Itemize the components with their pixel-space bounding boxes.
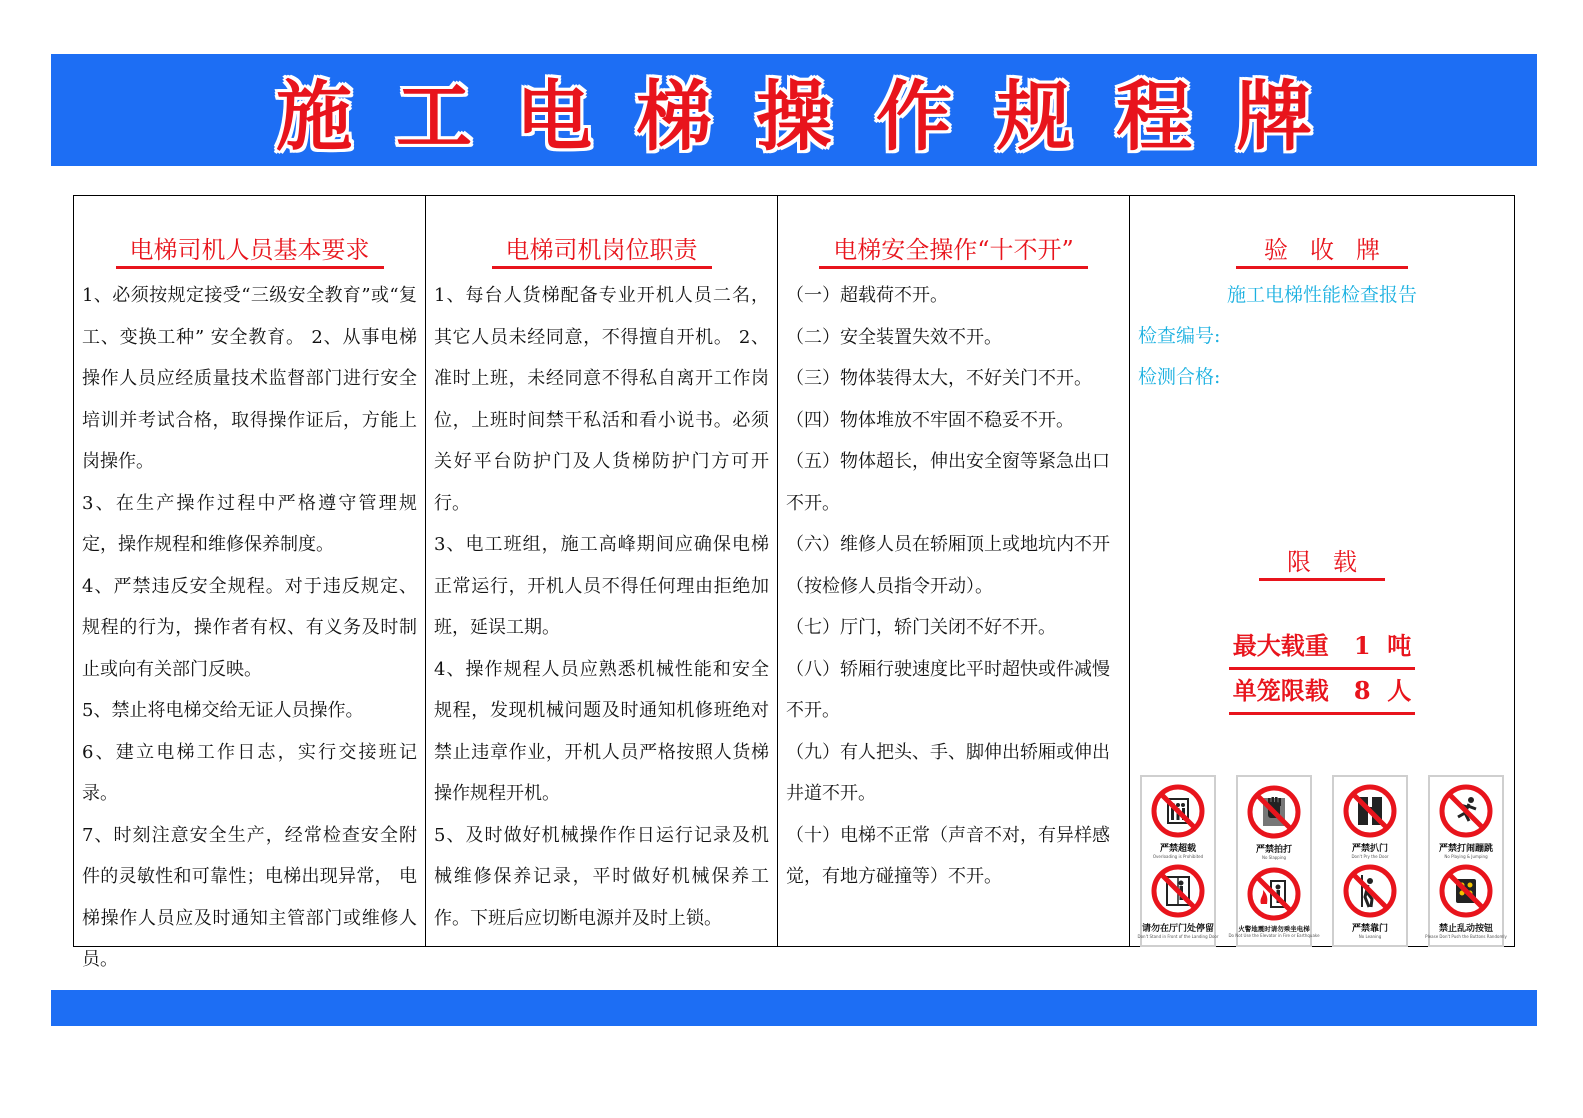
sign-card: [1137, 775, 1219, 947]
sign: [1342, 863, 1398, 939]
rule-line: （按检修人员指令开动）。: [786, 575, 993, 597]
column-body: [82, 275, 417, 981]
cage-limit: 单笼限载 8 人: [1229, 670, 1415, 715]
paragraph: 3、在生产操作过程中严格遵守管理规定，操作规程和维修保养制度。: [82, 492, 417, 555]
sign: [1342, 783, 1398, 859]
overload-icon: [1150, 783, 1206, 839]
load-limit-values: [1138, 625, 1506, 715]
sign-label: 请勿在厅门处停留: [1142, 924, 1215, 934]
rule-line: （四）物体堆放不牢固不稳妥不开。: [786, 409, 1074, 431]
sign-sublabel: Don't Stand in Front of the Landing Door: [1137, 934, 1219, 939]
fire-quake-icon: [1246, 866, 1302, 922]
lean-door-icon: [1342, 863, 1398, 919]
sign: [1138, 863, 1219, 939]
sign-label: 严禁靠门: [1351, 924, 1388, 934]
acceptance-heading: 验收牌: [1236, 234, 1408, 269]
column-acceptance: [1130, 196, 1514, 946]
inspection-number-label: 检查编号:: [1138, 325, 1221, 347]
sign-label: 严禁拍打: [1255, 845, 1292, 855]
sign-card: [1228, 775, 1320, 947]
regulation-board: [73, 195, 1515, 970]
paragraph: 1、必须按规定接受“三级安全教育”或“复工、变换工种” 安全教育。 2、从事电梯操作人员应经质量技术监督部门进行安全培训并考试合格，取得操作证后，方能上岗操作。: [82, 285, 417, 472]
column-body: [786, 275, 1121, 898]
paragraph: 6、建立电梯工作日志，实行交接班记录。: [82, 741, 417, 804]
sign-sublabel: No Playing & Jumping: [1444, 854, 1488, 859]
sign-sublabel: Don't Pry the Door: [1351, 854, 1389, 859]
rule-line: （八）轿厢行驶速度比平时超快或件减慢: [786, 658, 1110, 680]
rule-line: （一）超载荷不开。: [786, 285, 948, 306]
rule-line: （六）维修人员在轿厢顶上或地坑内不开: [786, 534, 1110, 555]
jumping-icon: [1438, 783, 1494, 839]
page-title: 施工电梯操作规程牌: [276, 71, 1356, 161]
sign: [1438, 783, 1494, 859]
sign-label: 火警地震时请勿乘坐电梯: [1238, 925, 1310, 933]
column-ten-no-operate: [778, 196, 1130, 946]
sign: [1228, 866, 1319, 938]
paragraph: 5、及时做好机械操作作日运行记录及机械维修保养记录，平时做好机械保养工作。下班后应切断电源并及时上锁。: [434, 824, 769, 929]
pry-door-icon: [1342, 783, 1398, 839]
rule-line: 不开。: [786, 492, 840, 514]
paragraph: 3、电工班组，施工高峰期间应确保电梯正常运行，开机人员不得任何理由拒绝加班，延误工期。: [434, 534, 769, 638]
slap-hand-icon: [1246, 784, 1302, 840]
column-driver-requirements: [74, 196, 426, 970]
sign: [1425, 863, 1507, 939]
column-heading: 电梯安全操作“十不开”: [819, 234, 1088, 269]
rule-line: （七）厅门，轿门关闭不好不开。: [786, 617, 1056, 638]
sign-label: 严禁超载: [1159, 844, 1196, 854]
paragraph: 4、严禁违反安全规程。对于违反规定、规程的行为，操作者有权、有义务及时制止或向有关部门反映。: [82, 575, 417, 680]
sign-sublabel: Please Don't Push the Buttons Randomly: [1425, 934, 1507, 939]
column-driver-duties: [426, 196, 778, 946]
rule-line: 不开。: [786, 700, 840, 721]
column-body: [434, 275, 769, 939]
load-limit-heading: 限载: [1259, 546, 1385, 581]
sign: [1150, 783, 1206, 859]
column-heading: 电梯司机人员基本要求: [116, 234, 384, 269]
rule-line: 觉，有地方碰撞等）不开。: [786, 866, 1002, 887]
sign-label: 严禁打闹蹦跳: [1438, 844, 1493, 854]
rule-line: 井道不开。: [786, 783, 876, 804]
report-title: 施工电梯性能检查报告: [1226, 284, 1417, 306]
sign-label: 禁止乱动按钮: [1438, 924, 1493, 934]
max-load: 最大载重 1 吨: [1229, 625, 1415, 670]
rule-line: （五）物体超长，伸出安全窗等紧急出口: [786, 451, 1110, 472]
sign-sublabel: No Slapping: [1261, 855, 1287, 860]
paragraph: 4、操作规程人员应熟悉机械性能和安全规程，发现机械问题及时通知机修班绝对禁止违章作业，开机人员严格按照人货梯操作规程开机。: [434, 658, 769, 804]
sign-label: 严禁扒门: [1351, 844, 1388, 854]
sign-card: [1425, 775, 1507, 947]
bottom-banner: [51, 990, 1537, 1026]
stand-door-icon: [1150, 863, 1206, 919]
paragraph: 5、禁止将电梯交给无证人员操作。: [82, 700, 364, 721]
rule-line: （三）物体装得太大，不好关门不开。: [786, 368, 1092, 389]
sign-sublabel: Do Not Use the Elevator in Fire or Earthquake: [1228, 933, 1320, 938]
sign-card: [1332, 775, 1408, 947]
sign-sublabel: No Leaning: [1358, 934, 1382, 939]
warning-signs: [1138, 775, 1506, 947]
column-heading: 电梯司机岗位职责: [492, 234, 712, 269]
title-banner: [51, 54, 1537, 166]
paragraph: 1、每台人货梯配备专业开机人员二名，其它人员未经同意，不得擅自开机。 2、准时上班，未经同意不得私自离开工作岗位，上班时间禁干私活和看小说书。必须关好平台防护门及人货梯防护门方可开行。: [434, 285, 769, 514]
buttons-icon: [1438, 863, 1494, 919]
rule-line: （十）电梯不正常（声音不对，有异样感: [786, 824, 1110, 846]
paragraph: 7、时刻注意安全生产，经常检查安全附件的灵敏性和可靠性；电梯出现异常， 电梯操作人员应及时通知主管部门或维修人员。: [82, 824, 417, 970]
rule-line: （九）有人把头、手、脚伸出轿厢或伸出: [786, 741, 1110, 763]
rule-line: （二）安全装置失效不开。: [786, 326, 1002, 348]
sign-sublabel: Overloading is Prohibited: [1152, 854, 1204, 859]
sign: [1246, 784, 1302, 860]
test-pass-label: 检测合格:: [1138, 366, 1221, 388]
